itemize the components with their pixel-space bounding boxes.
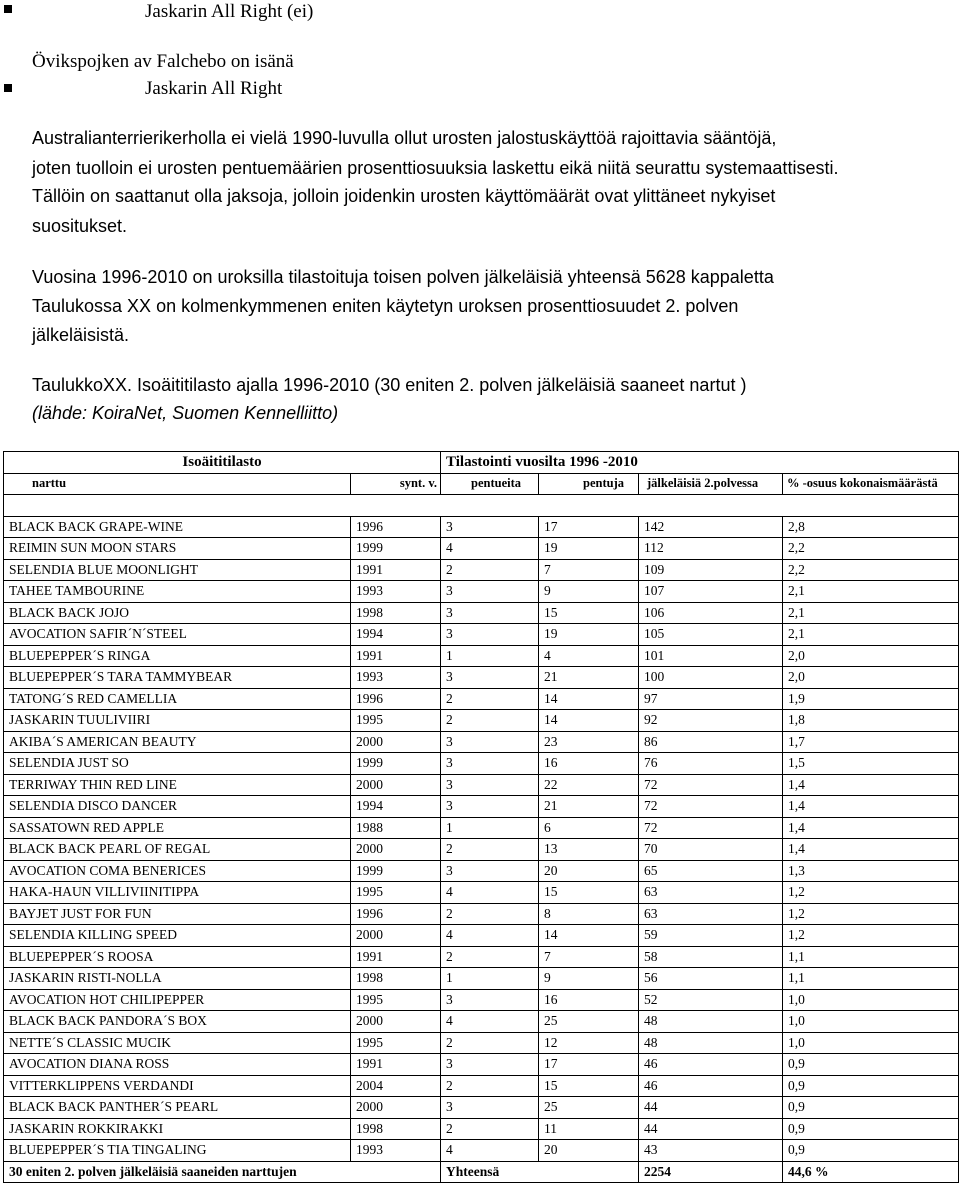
table-row [4, 903, 959, 925]
cell-pentuja: 15 [539, 882, 639, 904]
col-header-pentueita: pentueita [441, 473, 539, 495]
cell-jalkelaisia: 86 [639, 731, 783, 753]
cell-synt-v: 2000 [351, 925, 441, 947]
cell-pentuja: 14 [539, 688, 639, 710]
bullet-square-icon [4, 84, 12, 92]
cell-pentuja: 8 [539, 903, 639, 925]
cell-synt-v: 1998 [351, 1118, 441, 1140]
table-row [4, 753, 959, 775]
cell-jalkelaisia: 72 [639, 774, 783, 796]
table-row [4, 1054, 959, 1076]
cell-pentuja: 4 [539, 645, 639, 667]
cell-pentuja: 14 [539, 925, 639, 947]
cell-synt-v: 1995 [351, 989, 441, 1011]
cell-pentueita: 2 [441, 903, 539, 925]
cell-jalkelaisia: 72 [639, 817, 783, 839]
cell-pentuja: 16 [539, 753, 639, 775]
cell-pentuja: 19 [539, 624, 639, 646]
cell-pentueita: 2 [441, 710, 539, 732]
table-row [4, 774, 959, 796]
cell-pentuja: 20 [539, 1140, 639, 1162]
cell-pentueita: 4 [441, 1011, 539, 1033]
cell-pentueita: 3 [441, 796, 539, 818]
cell-narttu: NETTE´S CLASSIC MUCIK [4, 1032, 351, 1054]
cell-synt-v: 1991 [351, 946, 441, 968]
cell-pentuja: 25 [539, 1097, 639, 1119]
cell-jalkelaisia: 63 [639, 903, 783, 925]
cell-pentueita: 1 [441, 645, 539, 667]
cell-narttu: BLACK BACK JOJO [4, 602, 351, 624]
cell-osuus: 1,9 [783, 688, 959, 710]
cell-narttu: SELENDIA BLUE MOONLIGHT [4, 559, 351, 581]
cell-narttu: AKIBA´S AMERICAN BEAUTY [4, 731, 351, 753]
table-row [4, 602, 959, 624]
footer-total-value: 2254 [639, 1161, 783, 1183]
cell-osuus: 2,1 [783, 581, 959, 603]
cell-pentuja: 21 [539, 667, 639, 689]
cell-osuus: 1,2 [783, 903, 959, 925]
cell-synt-v: 1999 [351, 538, 441, 560]
cell-pentueita: 4 [441, 1140, 539, 1162]
cell-pentuja: 7 [539, 946, 639, 968]
cell-pentueita: 2 [441, 1118, 539, 1140]
cell-jalkelaisia: 46 [639, 1075, 783, 1097]
cell-synt-v: 1999 [351, 860, 441, 882]
paragraph-1-line-1: Australianterrierikerholla ei vielä 1990-luvulla ollut urosten jalostuskäyttöä rajoittavia sääntöjä, [32, 128, 777, 148]
spacer-cell [539, 495, 639, 517]
col-header-narttu: narttu [4, 473, 351, 495]
cell-synt-v: 1996 [351, 903, 441, 925]
table-row [4, 1118, 959, 1140]
footer-label: 30 eniten 2. polven jälkeläisiä saaneiden narttujen [4, 1161, 441, 1183]
cell-synt-v: 1993 [351, 581, 441, 603]
cell-pentueita: 2 [441, 946, 539, 968]
cell-narttu: AVOCATION HOT CHILIPEPPER [4, 989, 351, 1011]
cell-pentuja: 11 [539, 1118, 639, 1140]
cell-jalkelaisia: 70 [639, 839, 783, 861]
cell-osuus: 1,0 [783, 989, 959, 1011]
cell-pentueita: 2 [441, 839, 539, 861]
cell-narttu: JASKARIN RISTI-NOLLA [4, 968, 351, 990]
cell-synt-v: 1993 [351, 1140, 441, 1162]
cell-jalkelaisia: 63 [639, 882, 783, 904]
cell-pentueita: 3 [441, 602, 539, 624]
cell-osuus: 0,9 [783, 1075, 959, 1097]
cell-narttu: BLACK BACK PEARL OF REGAL [4, 839, 351, 861]
cell-narttu: AVOCATION DIANA ROSS [4, 1054, 351, 1076]
cell-synt-v: 1996 [351, 516, 441, 538]
paragraph-1-line-3: Tällöin on saattanut olla jaksoja, jolloin joidenkin urosten käyttömäärät ovat ylittäneet nykyiset [32, 186, 776, 206]
col-header-osuus: % -osuus kokonaismäärästä [783, 473, 959, 495]
cell-osuus: 1,8 [783, 710, 959, 732]
cell-osuus: 0,9 [783, 1054, 959, 1076]
table-group-header [4, 452, 959, 474]
cell-osuus: 2,2 [783, 559, 959, 581]
cell-pentueita: 3 [441, 1054, 539, 1076]
cell-jalkelaisia: 142 [639, 516, 783, 538]
cell-synt-v: 1991 [351, 1054, 441, 1076]
cell-synt-v: 1988 [351, 817, 441, 839]
table-footer-row [4, 1161, 959, 1183]
cell-osuus: 1,2 [783, 882, 959, 904]
table-row [4, 1075, 959, 1097]
table-spacer-row [4, 495, 959, 517]
cell-pentueita: 3 [441, 581, 539, 603]
table-row [4, 710, 959, 732]
table-row [4, 796, 959, 818]
cell-jalkelaisia: 59 [639, 925, 783, 947]
spacer-cell [351, 495, 441, 517]
cell-pentueita: 2 [441, 559, 539, 581]
cell-narttu: SELENDIA JUST SO [4, 753, 351, 775]
footer-total-pct: 44,6 % [783, 1161, 959, 1183]
cell-pentueita: 2 [441, 1075, 539, 1097]
table-row [4, 817, 959, 839]
cell-jalkelaisia: 76 [639, 753, 783, 775]
cell-pentuja: 6 [539, 817, 639, 839]
table-row [4, 968, 959, 990]
cell-synt-v: 1991 [351, 645, 441, 667]
paragraph-2-line-3: jälkeläisistä. [32, 325, 130, 345]
cell-pentueita: 3 [441, 753, 539, 775]
group-header-left [4, 452, 441, 474]
cell-pentuja: 7 [539, 559, 639, 581]
cell-pentueita: 2 [441, 1032, 539, 1054]
cell-pentueita: 4 [441, 538, 539, 560]
cell-jalkelaisia: 43 [639, 1140, 783, 1162]
cell-pentuja: 9 [539, 581, 639, 603]
cell-synt-v: 2000 [351, 731, 441, 753]
cell-narttu: AVOCATION SAFIR´N´STEEL [4, 624, 351, 646]
cell-narttu: BLUEPEPPER´S TARA TAMMYBEAR [4, 667, 351, 689]
table-row [4, 581, 959, 603]
cell-synt-v: 1996 [351, 688, 441, 710]
cell-narttu: TERRIWAY THIN RED LINE [4, 774, 351, 796]
cell-osuus: 1,0 [783, 1032, 959, 1054]
table-row [4, 839, 959, 861]
cell-pentuja: 22 [539, 774, 639, 796]
cell-pentuja: 21 [539, 796, 639, 818]
cell-narttu: TATONG´S RED CAMELLIA [4, 688, 351, 710]
cell-osuus: 2,1 [783, 602, 959, 624]
cell-pentuja: 14 [539, 710, 639, 732]
cell-pentueita: 3 [441, 667, 539, 689]
cell-jalkelaisia: 72 [639, 796, 783, 818]
cell-synt-v: 1998 [351, 968, 441, 990]
cell-osuus: 2,8 [783, 516, 959, 538]
bullet-text-1: Jaskarin All Right (ei) [145, 1, 314, 22]
cell-jalkelaisia: 48 [639, 1032, 783, 1054]
cell-jalkelaisia: 65 [639, 860, 783, 882]
cell-osuus: 0,9 [783, 1097, 959, 1119]
group-header-left-label: Isoäititilasto [182, 453, 262, 470]
group-header-right-label: Tilastointi vuosilta 1996 -2010 [446, 453, 638, 470]
cell-jalkelaisia: 109 [639, 559, 783, 581]
cell-synt-v: 2004 [351, 1075, 441, 1097]
cell-narttu: AVOCATION COMA BENERICES [4, 860, 351, 882]
cell-osuus: 1,4 [783, 839, 959, 861]
table-source: (lähde: KoiraNet, Suomen Kennelliitto) [32, 403, 339, 423]
cell-osuus: 1,7 [783, 731, 959, 753]
cell-osuus: 1,5 [783, 753, 959, 775]
cell-jalkelaisia: 106 [639, 602, 783, 624]
statistics-table [3, 451, 959, 1183]
cell-pentueita: 3 [441, 1097, 539, 1119]
table-row [4, 1140, 959, 1162]
table-row [4, 1011, 959, 1033]
table-row [4, 946, 959, 968]
parent-line: Övikspojken av Falchebo on isänä [32, 51, 294, 72]
cell-narttu: BLUEPEPPER´S ROOSA [4, 946, 351, 968]
cell-synt-v: 1999 [351, 753, 441, 775]
cell-narttu: SELENDIA KILLING SPEED [4, 925, 351, 947]
spacer-cell [639, 495, 783, 517]
cell-pentuja: 19 [539, 538, 639, 560]
cell-jalkelaisia: 107 [639, 581, 783, 603]
cell-pentuja: 15 [539, 1075, 639, 1097]
cell-osuus: 1,1 [783, 946, 959, 968]
paragraph-1-line-2: joten tuolloin ei urosten pentuemäärien prosenttiosuuksia laskettu eikä niitä seurattu systemaattisesti. [32, 158, 839, 178]
cell-osuus: 2,0 [783, 667, 959, 689]
cell-osuus: 0,9 [783, 1118, 959, 1140]
cell-osuus: 2,2 [783, 538, 959, 560]
table-row [4, 731, 959, 753]
cell-narttu: BAYJET JUST FOR FUN [4, 903, 351, 925]
cell-narttu: JASKARIN ROKKIRAKKI [4, 1118, 351, 1140]
cell-synt-v: 2000 [351, 839, 441, 861]
table-row [4, 1097, 959, 1119]
table-row [4, 882, 959, 904]
cell-synt-v: 1994 [351, 796, 441, 818]
cell-narttu: BLACK BACK PANTHER´S PEARL [4, 1097, 351, 1119]
col-header-jalkelaisia: jälkeläisiä 2.polvessa [639, 473, 783, 495]
cell-osuus: 2,1 [783, 624, 959, 646]
cell-jalkelaisia: 105 [639, 624, 783, 646]
cell-synt-v: 2000 [351, 1011, 441, 1033]
cell-pentueita: 1 [441, 817, 539, 839]
cell-synt-v: 1995 [351, 1032, 441, 1054]
cell-jalkelaisia: 48 [639, 1011, 783, 1033]
table-row [4, 667, 959, 689]
cell-synt-v: 1993 [351, 667, 441, 689]
spacer-cell [4, 495, 351, 517]
cell-narttu: BLUEPEPPER´S TIA TINGALING [4, 1140, 351, 1162]
cell-jalkelaisia: 92 [639, 710, 783, 732]
cell-pentuja: 13 [539, 839, 639, 861]
cell-narttu: BLACK BACK PANDORA´S BOX [4, 1011, 351, 1033]
cell-pentuja: 17 [539, 516, 639, 538]
cell-narttu: HAKA-HAUN VILLIVIINITIPPA [4, 882, 351, 904]
col-header-synt-v: synt. v. [351, 473, 441, 495]
cell-osuus: 1,2 [783, 925, 959, 947]
table-row [4, 925, 959, 947]
cell-synt-v: 1991 [351, 559, 441, 581]
cell-pentueita: 3 [441, 624, 539, 646]
cell-jalkelaisia: 46 [639, 1054, 783, 1076]
table-column-header [4, 473, 959, 495]
spacer-cell [783, 495, 959, 517]
cell-jalkelaisia: 100 [639, 667, 783, 689]
cell-jalkelaisia: 97 [639, 688, 783, 710]
cell-narttu: TAHEE TAMBOURINE [4, 581, 351, 603]
cell-narttu: REIMIN SUN MOON STARS [4, 538, 351, 560]
cell-pentuja: 16 [539, 989, 639, 1011]
cell-osuus: 1,4 [783, 817, 959, 839]
footer-total-label: Yhteensä [441, 1161, 639, 1183]
cell-jalkelaisia: 52 [639, 989, 783, 1011]
cell-narttu: BLUEPEPPER´S RINGA [4, 645, 351, 667]
cell-osuus: 1,1 [783, 968, 959, 990]
cell-pentueita: 2 [441, 688, 539, 710]
spacer-cell [441, 495, 539, 517]
cell-pentuja: 17 [539, 1054, 639, 1076]
cell-jalkelaisia: 44 [639, 1118, 783, 1140]
cell-osuus: 1,3 [783, 860, 959, 882]
cell-pentueita: 4 [441, 925, 539, 947]
cell-narttu: BLACK BACK GRAPE-WINE [4, 516, 351, 538]
bullet-square-icon [4, 5, 12, 13]
paragraph-1-line-4: suositukset. [32, 216, 128, 236]
cell-jalkelaisia: 112 [639, 538, 783, 560]
cell-pentueita: 3 [441, 516, 539, 538]
cell-jalkelaisia: 58 [639, 946, 783, 968]
cell-pentuja: 15 [539, 602, 639, 624]
table-row [4, 559, 959, 581]
table-row [4, 645, 959, 667]
cell-pentueita: 1 [441, 968, 539, 990]
cell-synt-v: 1998 [351, 602, 441, 624]
col-header-pentuja: pentuja [539, 473, 639, 495]
cell-narttu: SELENDIA DISCO DANCER [4, 796, 351, 818]
cell-pentuja: 12 [539, 1032, 639, 1054]
cell-pentueita: 4 [441, 882, 539, 904]
cell-pentuja: 9 [539, 968, 639, 990]
table-caption: TaulukkoXX. Isoäititilasto ajalla 1996-2010 (30 eniten 2. polven jälkeläisiä saaneet nartut ) [32, 375, 747, 395]
cell-synt-v: 2000 [351, 774, 441, 796]
cell-pentuja: 25 [539, 1011, 639, 1033]
cell-jalkelaisia: 101 [639, 645, 783, 667]
cell-osuus: 0,9 [783, 1140, 959, 1162]
cell-synt-v: 2000 [351, 1097, 441, 1119]
cell-pentuja: 23 [539, 731, 639, 753]
table-row [4, 624, 959, 646]
cell-narttu: VITTERKLIPPENS VERDANDI [4, 1075, 351, 1097]
bullet-text-2: Jaskarin All Right [145, 78, 283, 99]
cell-osuus: 1,4 [783, 796, 959, 818]
cell-synt-v: 1995 [351, 882, 441, 904]
table-row [4, 688, 959, 710]
cell-jalkelaisia: 44 [639, 1097, 783, 1119]
table-row [4, 989, 959, 1011]
cell-pentuja: 20 [539, 860, 639, 882]
table-row [4, 860, 959, 882]
cell-osuus: 1,4 [783, 774, 959, 796]
paragraph-2-line-1: Vuosina 1996-2010 on uroksilla tilastoituja toisen polven jälkeläisiä yhteensä 5628 kappaletta [32, 267, 774, 287]
table-row [4, 516, 959, 538]
paragraph-2-line-2: Taulukossa XX on kolmenkymmenen eniten käytetyn uroksen prosenttiosuudet 2. polven [32, 296, 739, 316]
cell-pentueita: 3 [441, 989, 539, 1011]
table-row [4, 1032, 959, 1054]
cell-pentueita: 3 [441, 860, 539, 882]
cell-osuus: 2,0 [783, 645, 959, 667]
cell-pentueita: 3 [441, 731, 539, 753]
cell-narttu: JASKARIN TUULIVIIRI [4, 710, 351, 732]
cell-narttu: SASSATOWN RED APPLE [4, 817, 351, 839]
group-header-right [441, 452, 959, 474]
cell-synt-v: 1995 [351, 710, 441, 732]
cell-synt-v: 1994 [351, 624, 441, 646]
table-row [4, 538, 959, 560]
cell-osuus: 1,0 [783, 1011, 959, 1033]
cell-jalkelaisia: 56 [639, 968, 783, 990]
cell-pentueita: 3 [441, 774, 539, 796]
